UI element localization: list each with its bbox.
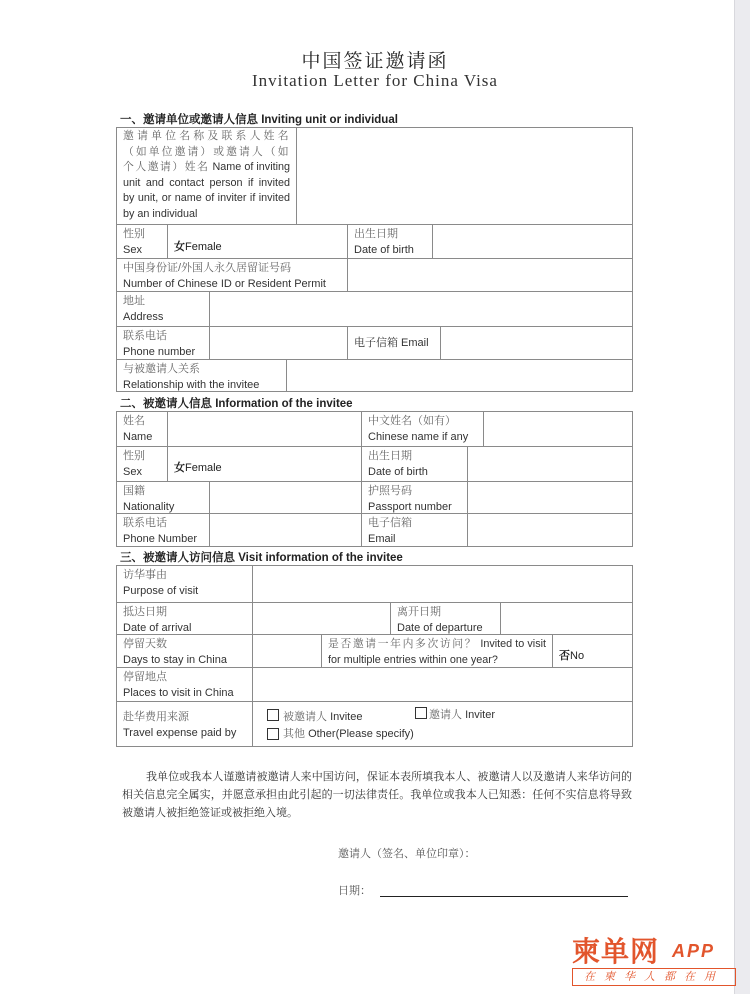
label-en: Date of birth: [354, 244, 414, 256]
s1-dob-label: [347, 224, 433, 259]
sex-value-en: Female: [185, 462, 222, 474]
s3-arrival-value[interactable]: [252, 602, 391, 635]
watermark-brand: 柬单网: [572, 936, 660, 967]
option-en: Other(Please specify): [308, 728, 414, 740]
s2-passport-label: [361, 481, 468, 514]
label-zh: 离开日期: [397, 606, 441, 618]
expense-option-inviter[interactable]: [415, 707, 495, 723]
s2-email-label: [361, 513, 468, 547]
section1-heading: 一、邀请单位或邀请人信息 Inviting unit or individual: [120, 114, 398, 126]
label-zh: 护照号码: [368, 485, 412, 497]
multi-value-en: No: [570, 650, 585, 662]
label-en: Relationship with the invitee: [123, 379, 260, 391]
checkbox-icon[interactable]: [267, 728, 279, 740]
s3-arrival-label: [116, 602, 253, 635]
s1-dob-value[interactable]: [432, 224, 633, 259]
option-en: Invitee: [330, 711, 363, 723]
s1-phone-value[interactable]: [209, 326, 348, 360]
s1-relation-value[interactable]: [286, 359, 633, 392]
label-zh: 出生日期: [368, 450, 412, 462]
watermark-logo: [572, 930, 742, 990]
label-zh: 电子信箱: [368, 517, 412, 529]
label-zh: 地址: [123, 295, 145, 307]
label-en: Phone Number: [123, 533, 197, 545]
s1-id-label: [116, 258, 348, 292]
s1-address-value[interactable]: [209, 291, 633, 327]
expense-option-invitee[interactable]: [267, 709, 362, 725]
sex-value-zh: 女: [174, 241, 185, 253]
s1-phone-label: [116, 326, 210, 360]
declaration-paragraph: 我单位或我本人谨邀请被邀请人来中国访问，保证本表所填我本人、被邀请人以及邀请人来华访问的相关信息完全属实，并愿意承担由此引起的一切法律责任。我单位或我本人已知悉：任何不实信息将导致被邀请人被拒绝签证或被拒绝入境。: [122, 770, 632, 819]
section3-heading: 三、被邀请人访问信息 Visit information of the invitee: [120, 552, 403, 564]
label-en: Address: [123, 311, 164, 323]
option-zh: 其他: [283, 728, 305, 740]
s3-multi-label: [321, 634, 553, 668]
label-en: Date of arrival: [123, 622, 192, 634]
s1-name-label-en: Name of inviting unit and contact person if invited by unit, or name of inviter if invited by an individual: [123, 161, 291, 220]
page-edge-scrollbar: [734, 0, 750, 994]
option-zh: 邀请人: [429, 709, 462, 721]
s2-nationality-label: [116, 481, 210, 514]
s2-phone-value[interactable]: [209, 513, 362, 547]
label-en: Purpose of visit: [123, 585, 199, 597]
expense-option-other[interactable]: [267, 726, 414, 742]
s1-email-value[interactable]: [440, 326, 633, 360]
s3-days-label: [116, 634, 253, 668]
s2-cname-label: [361, 411, 484, 447]
label-en: Date of birth: [368, 466, 428, 478]
label-zh: 性别: [123, 228, 145, 240]
s2-sex-label: [116, 446, 168, 482]
checkbox-icon[interactable]: [415, 707, 427, 719]
label-zh: 停留地点: [123, 671, 167, 683]
label-en: Email: [368, 533, 396, 545]
option-en: Inviter: [465, 709, 496, 721]
label-zh: 国籍: [123, 485, 145, 497]
label-en: Phone number: [123, 346, 196, 358]
label-zh: 抵达日期: [123, 606, 167, 618]
label-zh: 出生日期: [354, 228, 398, 240]
s2-passport-value[interactable]: [467, 481, 633, 514]
date-signature-line[interactable]: [380, 896, 628, 897]
sex-value-zh: 女: [174, 462, 185, 474]
label-zh: 中国身份证/外国人永久居留证号码: [123, 262, 292, 274]
label: 电子信箱 Email: [354, 337, 429, 349]
s3-departure-label: [390, 602, 501, 635]
label-en: Chinese name if any: [368, 431, 469, 443]
s2-name-label: [116, 411, 168, 447]
title-english: Invitation Letter for China Visa: [252, 71, 498, 90]
label-en: Passport number: [368, 501, 452, 513]
label-en: Nationality: [123, 501, 175, 513]
s3-multi-value[interactable]: [552, 634, 633, 668]
label-zh: 赴华费用来源: [123, 711, 189, 723]
label-en: Invited to visit for multiple entries within one year?: [328, 638, 547, 666]
s3-expense-label: [116, 701, 253, 747]
label-zh: 访华事由: [123, 569, 167, 581]
s1-sex-label: [116, 224, 168, 259]
label-zh: 中文姓名（如有）: [368, 415, 456, 427]
watermark-slogan: 在柬华人都在用: [572, 968, 736, 986]
title-chinese: 中国签证邀请函: [301, 50, 449, 72]
label-zh: 是否邀请一年内多次访问？: [328, 638, 478, 650]
inviter-signature-label: 邀请人（签名、单位印章）：: [338, 847, 476, 860]
multi-value-zh: 否: [559, 650, 570, 662]
label-en: Sex: [123, 244, 142, 256]
label-en: Date of departure: [397, 622, 483, 634]
s2-dob-value[interactable]: [467, 446, 633, 482]
s2-email-value[interactable]: [467, 513, 633, 547]
label-en: Number of Chinese ID or Resident Permit: [123, 278, 326, 290]
label-en: Days to stay in China: [123, 654, 227, 666]
s1-id-value[interactable]: [347, 258, 633, 292]
s1-sex-value[interactable]: [167, 224, 348, 259]
s3-places-label: [116, 667, 253, 702]
label-en: Travel expense paid by: [123, 727, 237, 739]
label-en: Sex: [123, 466, 142, 478]
s2-cname-value[interactable]: [483, 411, 633, 447]
s2-dob-label: [361, 446, 468, 482]
date-label: 日期：: [338, 884, 371, 897]
s1-name-value[interactable]: [296, 127, 633, 225]
label-zh: 联系电话: [123, 517, 167, 529]
watermark-app: APP: [672, 941, 716, 961]
s3-purpose-value[interactable]: [252, 565, 633, 603]
s1-relation-label: [116, 359, 287, 392]
label-zh: 联系电话: [123, 330, 167, 342]
checkbox-icon[interactable]: [267, 709, 279, 721]
label-zh: 停留天数: [123, 638, 167, 650]
s2-name-value[interactable]: [167, 411, 362, 447]
label-zh: 性别: [123, 450, 145, 462]
section2-heading: 二、被邀请人信息 Information of the invitee: [120, 398, 353, 410]
s2-phone-label: [116, 513, 210, 547]
s1-name-label-zh: 邀请单位名称及联系人姓名（如单位邀请）或邀请人（如个人邀请）姓名: [123, 130, 290, 174]
s3-days-value[interactable]: [252, 634, 322, 668]
s3-places-value[interactable]: [252, 667, 633, 702]
s3-expense-options: [252, 701, 633, 747]
s2-sex-value[interactable]: [167, 446, 362, 482]
label-zh: 姓名: [123, 415, 145, 427]
label-en: Name: [123, 431, 153, 443]
s3-purpose-label: [116, 565, 253, 603]
s3-departure-value[interactable]: [500, 602, 633, 635]
sex-value-en: Female: [185, 241, 222, 253]
s1-address-label: [116, 291, 210, 327]
s1-name-label: [116, 127, 297, 225]
option-zh: 被邀请人: [283, 711, 327, 723]
s2-nationality-value[interactable]: [209, 481, 362, 514]
s1-email-label: [347, 326, 441, 360]
label-en: Places to visit in China: [123, 687, 234, 699]
label-zh: 与被邀请人关系: [123, 363, 200, 375]
